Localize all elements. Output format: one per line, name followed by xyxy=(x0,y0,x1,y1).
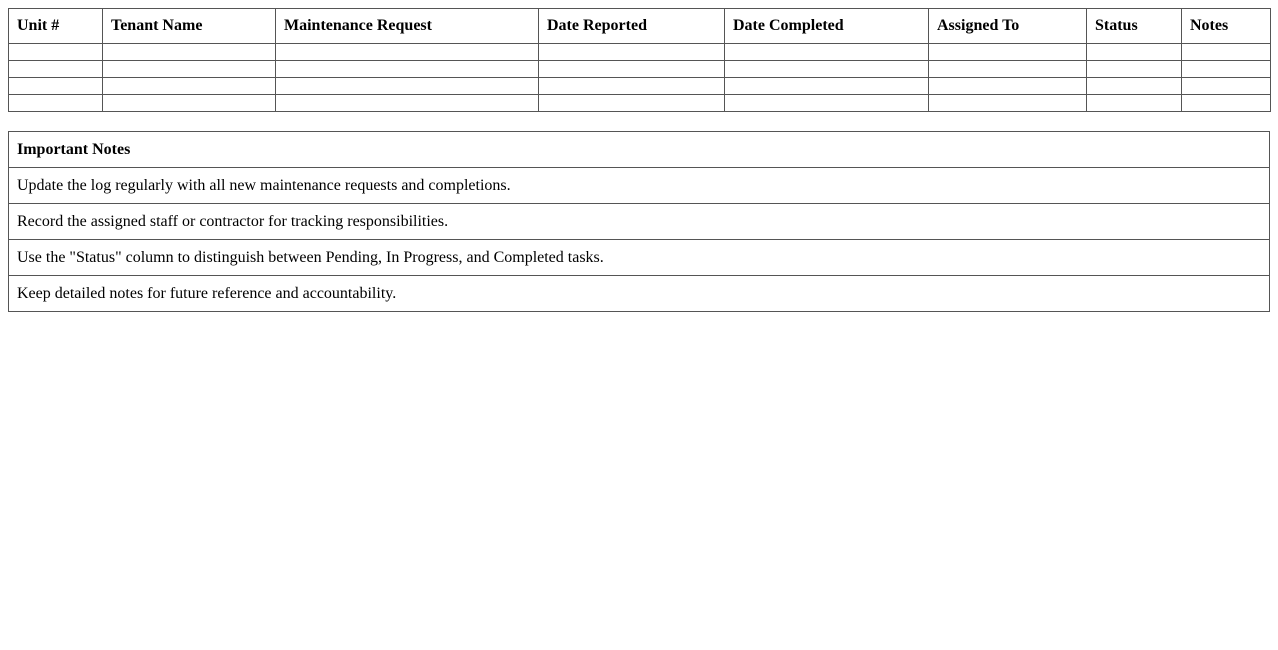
column-header-date-completed: Date Completed xyxy=(725,9,929,44)
table-cell[interactable] xyxy=(103,44,276,61)
table-row xyxy=(9,61,1271,78)
table-cell[interactable] xyxy=(9,78,103,95)
table-cell[interactable] xyxy=(725,78,929,95)
column-header-tenant-name: Tenant Name xyxy=(103,9,276,44)
table-cell[interactable] xyxy=(725,61,929,78)
table-cell[interactable] xyxy=(929,78,1087,95)
note-text: Keep detailed notes for future reference and accountability. xyxy=(9,276,1270,312)
list-item xyxy=(9,168,1270,204)
table-cell[interactable] xyxy=(929,95,1087,112)
table-cell[interactable] xyxy=(1087,78,1182,95)
table-header-row xyxy=(9,9,1271,44)
note-text: Update the log regularly with all new maintenance requests and completions. xyxy=(9,168,1270,204)
list-item xyxy=(9,240,1270,276)
table-cell[interactable] xyxy=(1087,95,1182,112)
table-cell[interactable] xyxy=(539,44,725,61)
table-cell[interactable] xyxy=(9,61,103,78)
important-notes-table xyxy=(8,131,1270,312)
notes-heading-row xyxy=(9,132,1270,168)
table-row xyxy=(9,95,1271,112)
table-cell[interactable] xyxy=(276,61,539,78)
list-item xyxy=(9,276,1270,312)
table-cell[interactable] xyxy=(103,61,276,78)
table-cell[interactable] xyxy=(276,95,539,112)
document xyxy=(8,8,1270,312)
table-cell[interactable] xyxy=(725,95,929,112)
column-header-assigned-to: Assigned To xyxy=(929,9,1087,44)
table-cell[interactable] xyxy=(103,78,276,95)
table-cell[interactable] xyxy=(539,61,725,78)
table-cell[interactable] xyxy=(9,95,103,112)
column-header-date-reported: Date Reported xyxy=(539,9,725,44)
table-cell[interactable] xyxy=(1087,61,1182,78)
column-header-notes: Notes xyxy=(1182,9,1271,44)
table-cell[interactable] xyxy=(1087,44,1182,61)
note-text: Use the "Status" column to distinguish between Pending, In Progress, and Completed tasks. xyxy=(9,240,1270,276)
note-text: Record the assigned staff or contractor for tracking responsibilities. xyxy=(9,204,1270,240)
table-cell[interactable] xyxy=(929,61,1087,78)
table-cell[interactable] xyxy=(1182,61,1271,78)
table-cell[interactable] xyxy=(539,78,725,95)
table-cell[interactable] xyxy=(276,78,539,95)
table-cell[interactable] xyxy=(929,44,1087,61)
notes-heading: Important Notes xyxy=(9,132,1270,168)
table-cell[interactable] xyxy=(1182,44,1271,61)
table-row xyxy=(9,44,1271,61)
column-header-maintenance-request: Maintenance Request xyxy=(276,9,539,44)
table-cell[interactable] xyxy=(1182,78,1271,95)
column-header-unit: Unit # xyxy=(9,9,103,44)
table-cell[interactable] xyxy=(1182,95,1271,112)
column-header-status: Status xyxy=(1087,9,1182,44)
table-row xyxy=(9,78,1271,95)
table-cell[interactable] xyxy=(276,44,539,61)
table-cell[interactable] xyxy=(103,95,276,112)
table-cell[interactable] xyxy=(539,95,725,112)
list-item xyxy=(9,204,1270,240)
maintenance-log-table xyxy=(8,8,1271,112)
table-cell[interactable] xyxy=(9,44,103,61)
table-cell[interactable] xyxy=(725,44,929,61)
